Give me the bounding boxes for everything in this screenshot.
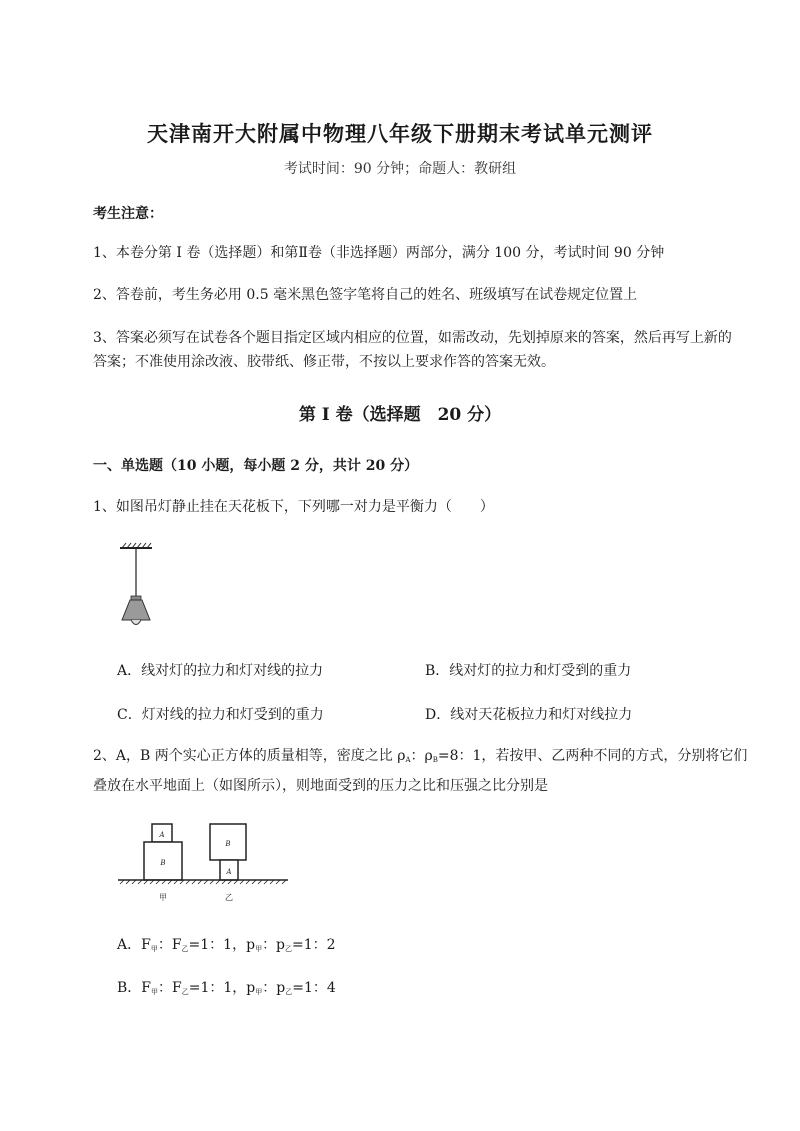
block-a-label-yi: A (226, 868, 232, 876)
stacked-blocks-figure (118, 818, 290, 906)
label-yi: 乙 (225, 893, 233, 902)
q1-option-c[interactable]: C．灯对线的拉力和灯受到的重力 (117, 707, 324, 723)
label-jia: 甲 (159, 893, 167, 902)
notice-item-3: 3、答案必须写在试卷各个题目指定区域内相应的位置，如需改动，先划掉原来的答案，然后再写上新的答案；不准使用涂改液、胶带纸、修正带，不按以上要求作答的答案无效。 (93, 330, 732, 370)
notice-heading: 考生注意： (93, 206, 163, 222)
section-title: 第 I 卷（选择题 20 分） (298, 405, 502, 425)
notice-item-2: 2、答卷前，考生务必用 0.5 毫米黑色签字笔将自己的姓名、班级填写在试卷规定位置上 (93, 287, 638, 303)
part-heading: 一、单选题（10 小题，每小题 2 分，共计 20 分） (93, 458, 419, 474)
q1-option-d[interactable]: D．线对天花板拉力和灯对线拉力 (425, 707, 633, 723)
q1-option-b[interactable]: B．线对灯的拉力和灯受到的重力 (425, 663, 632, 679)
question-1-text: 1、如图吊灯静止挂在天花板下，下列哪一对力是平衡力（ ） (93, 499, 494, 515)
block-b-label-yi: B (225, 840, 231, 848)
question-2-text: 2、A，B 两个实心正方体的质量相等，密度之比 $\rho_A$：$\rho_B=8$：1，若按甲、乙两种不同的方式，分别将它们叠放在水平地面上（如图所示），则地面受到的压力之比和压强之比分别是 (93, 748, 748, 794)
hanging-lamp-figure (110, 540, 162, 632)
notice-item-1: 1、本卷分第 I 卷（选择题）和第Ⅱ卷（非选择题）两部分，满分 100 分，考试时间 90 分钟 (93, 245, 665, 261)
q1-option-a[interactable]: A．线对灯的拉力和灯对线的拉力 (117, 663, 324, 679)
block-b-label-jia: B (160, 859, 166, 867)
q2-option-a[interactable]: A．$F_甲$：$F_乙=1$：1，$p_甲$：$p_乙=1$：2 (117, 937, 336, 953)
block-a-label-jia: A (159, 831, 165, 839)
page-title: 天津南开大附属中物理八年级下册期末考试单元测评 (147, 121, 653, 146)
exam-info: 考试时间：90 分钟；命题人：教研组 (283, 161, 517, 177)
q2-option-b[interactable]: B．$F_甲$：$F_乙=1$：1，$p_甲$：$p_乙=1$：4 (117, 980, 336, 996)
